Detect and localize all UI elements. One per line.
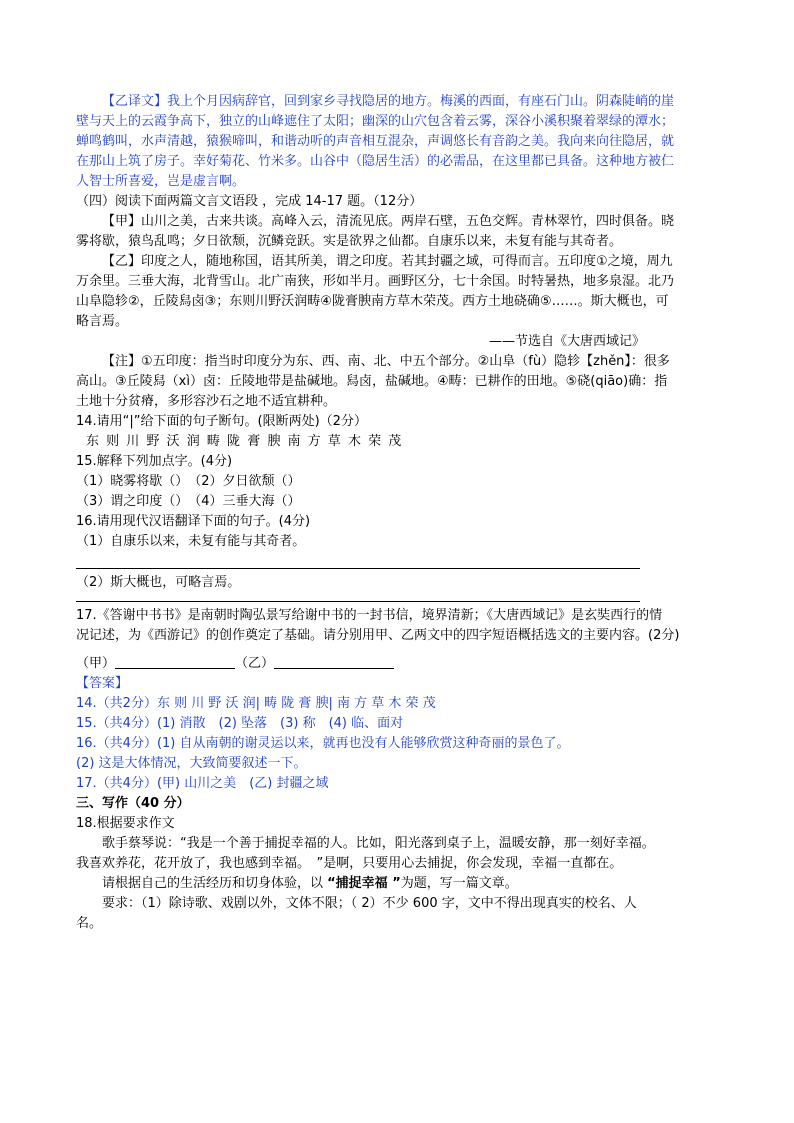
answer-16-2: (2) 这是大体情况，大致简要叙述一下。 (76, 756, 307, 771)
essay-title: “捕捉幸福 ” (327, 876, 401, 891)
requirement-line: 名。 (76, 916, 103, 931)
translation-line: 【乙译文】我上个月因病辞官，回到家乡寻找隐居的地方。梅溪的西面，有座石门山。阴森陡峭的崖 (102, 94, 675, 109)
question-14: 14.请用“|”给下面的句子断句。(限断两处)（2分） (76, 414, 367, 429)
passage-line: 【甲】山川之美，古来共谈。高峰入云，清流见底。两岸石壁，五色交辉。青林翠竹，四时俱备。晓 (102, 214, 675, 229)
answer-15: 15.（共4分）(1) 消散 (2) 坠落 (3) 称 (4) 临、面对 (76, 716, 404, 731)
answers-block (76, 674, 731, 794)
passage-jia (76, 212, 731, 252)
blank-yi[interactable] (274, 655, 394, 669)
passage-line: 雾将歇，猿鸟乱鸣；夕日欲颓，沉鳞竞跃。实是欲界之仙都。自康乐以来，未复有能与其奇者。 (76, 234, 623, 249)
requirement-line: 要求：（1）除诗歌、戏剧以外，文体不限；（ 2）不少 600 字，文中不得出现真实的校名、人 (102, 896, 637, 911)
question-16-sentence-2: （2）斯大概也，可略言焉。 (76, 575, 241, 590)
passage-source: ——节选自《大唐西域记》 (488, 334, 645, 349)
translation-line: 在那山上筑了房子。幸好菊花、竹米多。山谷中（隐居生活）的必需品，在这里都已具备。这种地方被仁 (76, 154, 675, 169)
question-16: 16.请用现代汉语翻译下面的句子。(4分) (76, 514, 311, 529)
writing-heading: 三、写作（40 分） (76, 796, 190, 811)
note-line: 【注】①五印度：指当时印度分为东、西、南、北、中五个部分。②山阜（fù）隐轸【zhěn】：很多 (102, 354, 670, 369)
question-17-line: 况记述，为《西游记》的创作奠定了基础。请分别用甲、乙两文中的四字短语概括选文的主要内容。(2分) (76, 628, 680, 643)
passage-line: 山阜隐轸②，丘陵舄卤③；东则川野沃润畴④陇膏腴南方草木荣茂。西方土地硗确⑤……。斯大概也，可 (76, 294, 669, 309)
answer-16-1: 16.（共4分）(1) 自从南朝的谢灵运以来，就再也没有人能够欣赏这种奇丽的景色了。 (76, 736, 570, 751)
answer-line[interactable] (76, 552, 640, 569)
prompt-text: 为题，写一篇文章。 (400, 876, 518, 891)
blank-label-yi: （乙） (235, 656, 275, 671)
translation-block (76, 92, 731, 192)
passage-line: 万余里。三垂大海，北背雪山。北广南狭，形如半月。画野区分，七十余国。时特暑热，地多泉湿。北乃 (76, 274, 675, 289)
translation-line: 人智士所喜爱，岂是虚言啊。 (76, 174, 246, 189)
blank-label-jia: （甲） (76, 656, 116, 671)
question-18: 18.根据要求作文 (76, 816, 175, 831)
passage-line: 【乙】印度之人，随地称国，语其所美，谓之印度。若其封疆之域，可得而言。五印度①之境，周九 (102, 254, 673, 269)
question-14-text: 东则川野沃润畴陇膏腴南方草木荣茂 (86, 434, 409, 449)
quote-line: 我喜欢养花，花开放了，我也感到幸福。 ”是啊，只要用心去捕捉，你会发现，幸福一直都在。 (76, 856, 623, 871)
question-17-blanks (76, 654, 731, 674)
answers-label: 【答案】 (76, 676, 129, 691)
answer-17: 17.（共4分）(甲) 山川之美 (乙) 封疆之域 (76, 776, 329, 791)
translation-line: 蝉鸣鹤叫，水声清越，猿猴啼叫，和谐动听的声音相互混杂，声调悠长有音韵之美。我向来向往隐居，就 (76, 134, 675, 149)
blank-jia[interactable] (115, 655, 235, 669)
document-page (76, 92, 731, 934)
note-line: 高山。③丘陵舄（xì）卤：丘陵地带是盐碱地。舄卤，盐碱地。④畴：已耕作的田地。⑤硗(qiāo)确：指 (76, 374, 668, 389)
prompt-text: 请根据自己的生活经历和切身体验，以 (102, 876, 328, 891)
passage-yi (76, 252, 731, 332)
answer-line[interactable] (76, 593, 640, 602)
question-16-sentence-1: （1）自康乐以来，未复有能与其奇者。 (76, 534, 306, 549)
question-15-items-b: （3）谓之印度（） （4）三垂大海（） (76, 494, 301, 509)
question-15: 15.解释下列加点字。(4分) (76, 454, 233, 469)
question-15-items-a: （1）晓雾将歇（） （2）夕日欲颓（） (76, 474, 301, 489)
translation-line: 壁与天上的云霞争高下，独立的山峰遮住了太阳；幽深的山穴包含着云雾，深谷小溪积聚着翠绿的潭水； (76, 114, 675, 129)
section-heading: （四）阅读下面两篇文言文语段 ，完成 14-17 题。（12分） (76, 194, 423, 209)
writing-section (76, 794, 731, 934)
writing-prompt (76, 874, 731, 894)
passage-line: 略言焉。 (76, 314, 129, 329)
quote-line: 歌手蔡琴说：“我是一个善于捕捉幸福的人。比如，阳光落到桌子上，温暖安静，那一刻好幸福。 (102, 836, 655, 851)
notes-block (76, 352, 731, 412)
answer-14: 14.（共2分）东 则 川 野 沃 润| 畴 陇 膏 腴| 南 方 草 木 荣 茂 (76, 696, 436, 711)
note-line: 土地十分贫瘠，多形容沙石之地不适宜耕种。 (76, 394, 337, 409)
question-17-line: 17.《答谢中书书》是南朝时陶弘景写给谢中书的一封书信，境界清新；《大唐西域记》是玄奘西行的情 (76, 608, 663, 623)
